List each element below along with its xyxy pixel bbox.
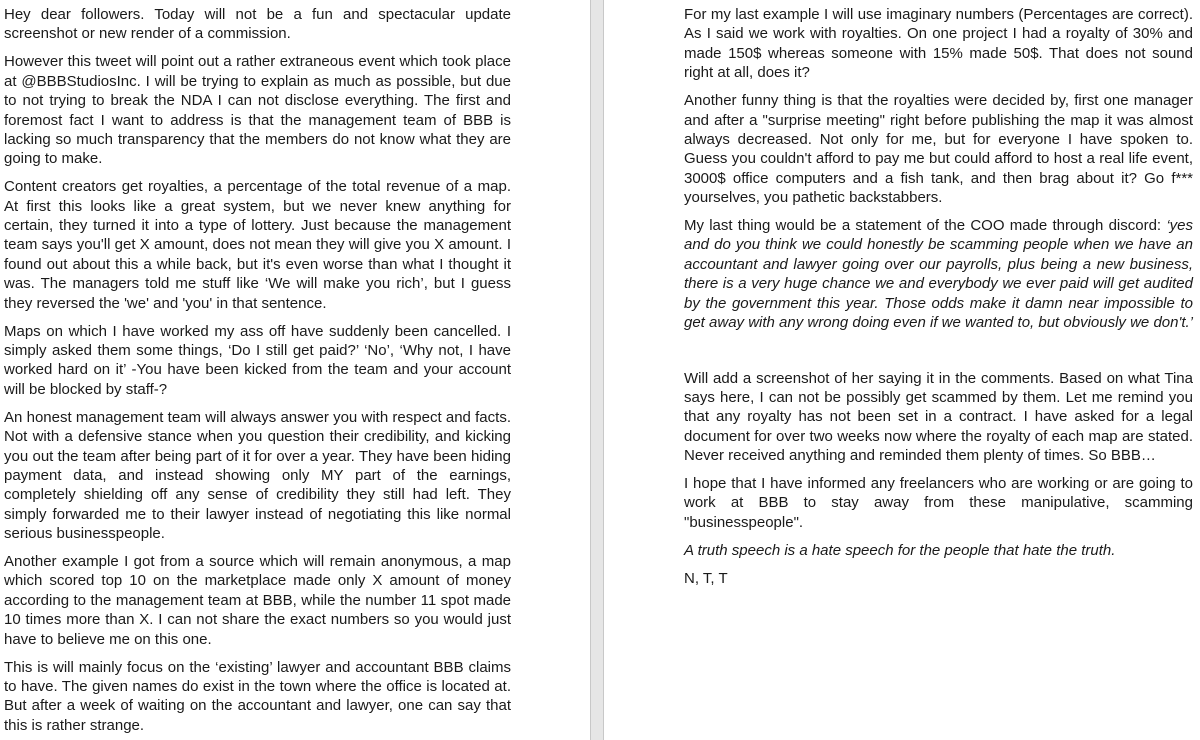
paragraph-truth-speech: A truth speech is a hate speech for the people that hate the truth.: [684, 541, 1116, 559]
signature: N, T, T: [684, 569, 728, 587]
page-right-text: [684, 5, 1193, 597]
empty-line: [684, 341, 1193, 360]
paragraph-cancelled-maps: Maps on which I have worked my ass off have suddenly been cancelled. I simply asked them some things, ‘Do I still get paid?’ ‘No’, ‘Why not, I have worked hard on it’ -You have been kicked from the team and your account will be blocked by staff-?: [4, 322, 511, 398]
paragraph-imaginary-numbers: For my last example I will use imaginary numbers (Percentages are correct). As I said we work with royalties. On one project I had a royalty of 30% and made 150$ whereas someone with 15% made 50$. That does not sound right at all, does it?: [684, 6, 1193, 82]
paragraph-royalties: Content creators get royalties, a percentage of the total revenue of a map. At first this looks like a great system, but we never knew anything for certain, they turned it into a type of lottery. Just because the management team says you'll get X amount, does not mean they will give you X amount. I found out about this a while back, but it's even worse than what I thought it was. The managers told me stuff like ‘We will make you rich’, but I guess they reversed the 'we' and 'you' in that sentence.: [4, 178, 511, 312]
page-gutter: [590, 0, 604, 740]
paragraph-nda: However this tweet will point out a rather extraneous event which took place at @BBBStudiosInc. I will be trying to explain as much as possible, but due to not trying to break the NDA I can not disclose everything. The first and foremost fact I want to address is that the management team of BBB is lacking so much transparency that the members do not know what they are going to make.: [4, 53, 511, 168]
paragraph-coo-statement: [684, 216, 1193, 332]
document-page-left: [0, 0, 590, 740]
paragraph-another-example: Another example I got from a source which will remain anonymous, a map which scored top 10 on the marketplace made only X amount of money according to the management team at BBB, while the number 11 spot made 10 times more than X. I can not share the exact numbers so you would just have to believe me on this one.: [4, 553, 511, 648]
document-page-right: [604, 0, 1200, 740]
coo-statement-quote: ‘yes and do you think we could honestly be scamming people when we have an accountant and lawyer going over our payrolls, plus being a new business, there is a very huge chance we and everybody we ever paid will get audited by the government this year. Those odds make it damn near impossible to get away with any wrong doing even if we wanted to, but obviously we don't.’: [684, 217, 1193, 332]
paragraph-funny-thing: Another funny thing is that the royalties were decided by, first one manager and after a "surprise meeting" right before publishing the map it was almost always decreased. Not only for me, but for everyone I have spoken to. Guess you couldn't afford to pay me but could afford to host a real life event, 3000$ office computers and a fish tank, and then brag about it? Go f*** yourselves, you pathetic backstabbers.: [684, 92, 1193, 207]
coo-statement-lead: My last thing would be a statement of the COO made through discord:: [684, 217, 1167, 235]
paragraph-freelancers: I hope that I have informed any freelancers who are working or are going to work at BBB to stay away from these manipulative, scamming "businesspeople".: [684, 475, 1193, 531]
paragraph-screenshot-note: Will add a screenshot of her saying it in the comments. Based on what Tina says here, I can not be possibly get scammed by them. Let me remind you that any royalty has not been set in a contract. I have asked for a legal document for over two weeks now where the royalty of each map are stated. Never received anything and reminded them plenty of times. So BBB…: [684, 369, 1193, 465]
paragraph-lawyer-accountant: This is will mainly focus on the ‘existing’ lawyer and accountant BBB claims to have. The given names do exist in the town where the office is located at. But after a week of waiting on the accountant and lawyer, one can say that this is rather strange.: [4, 658, 511, 734]
page-left-text: [4, 5, 511, 740]
paragraph-intro: Hey dear followers. Today will not be a fun and spectacular update screenshot or new render of a commission.: [4, 6, 511, 43]
paragraph-honest-management: An honest management team will always answer you with respect and facts. Not with a defensive stance when you question their credibility, and kicking you out the team after being part of it for over a year. They have been hiding payment data, and instead showing only MY part of the earnings, completely shielding off any sense of credibility they still had left. They simply forwarded me to their lawyer instead of negotiating this like normal serious businesspeople.: [4, 408, 511, 543]
